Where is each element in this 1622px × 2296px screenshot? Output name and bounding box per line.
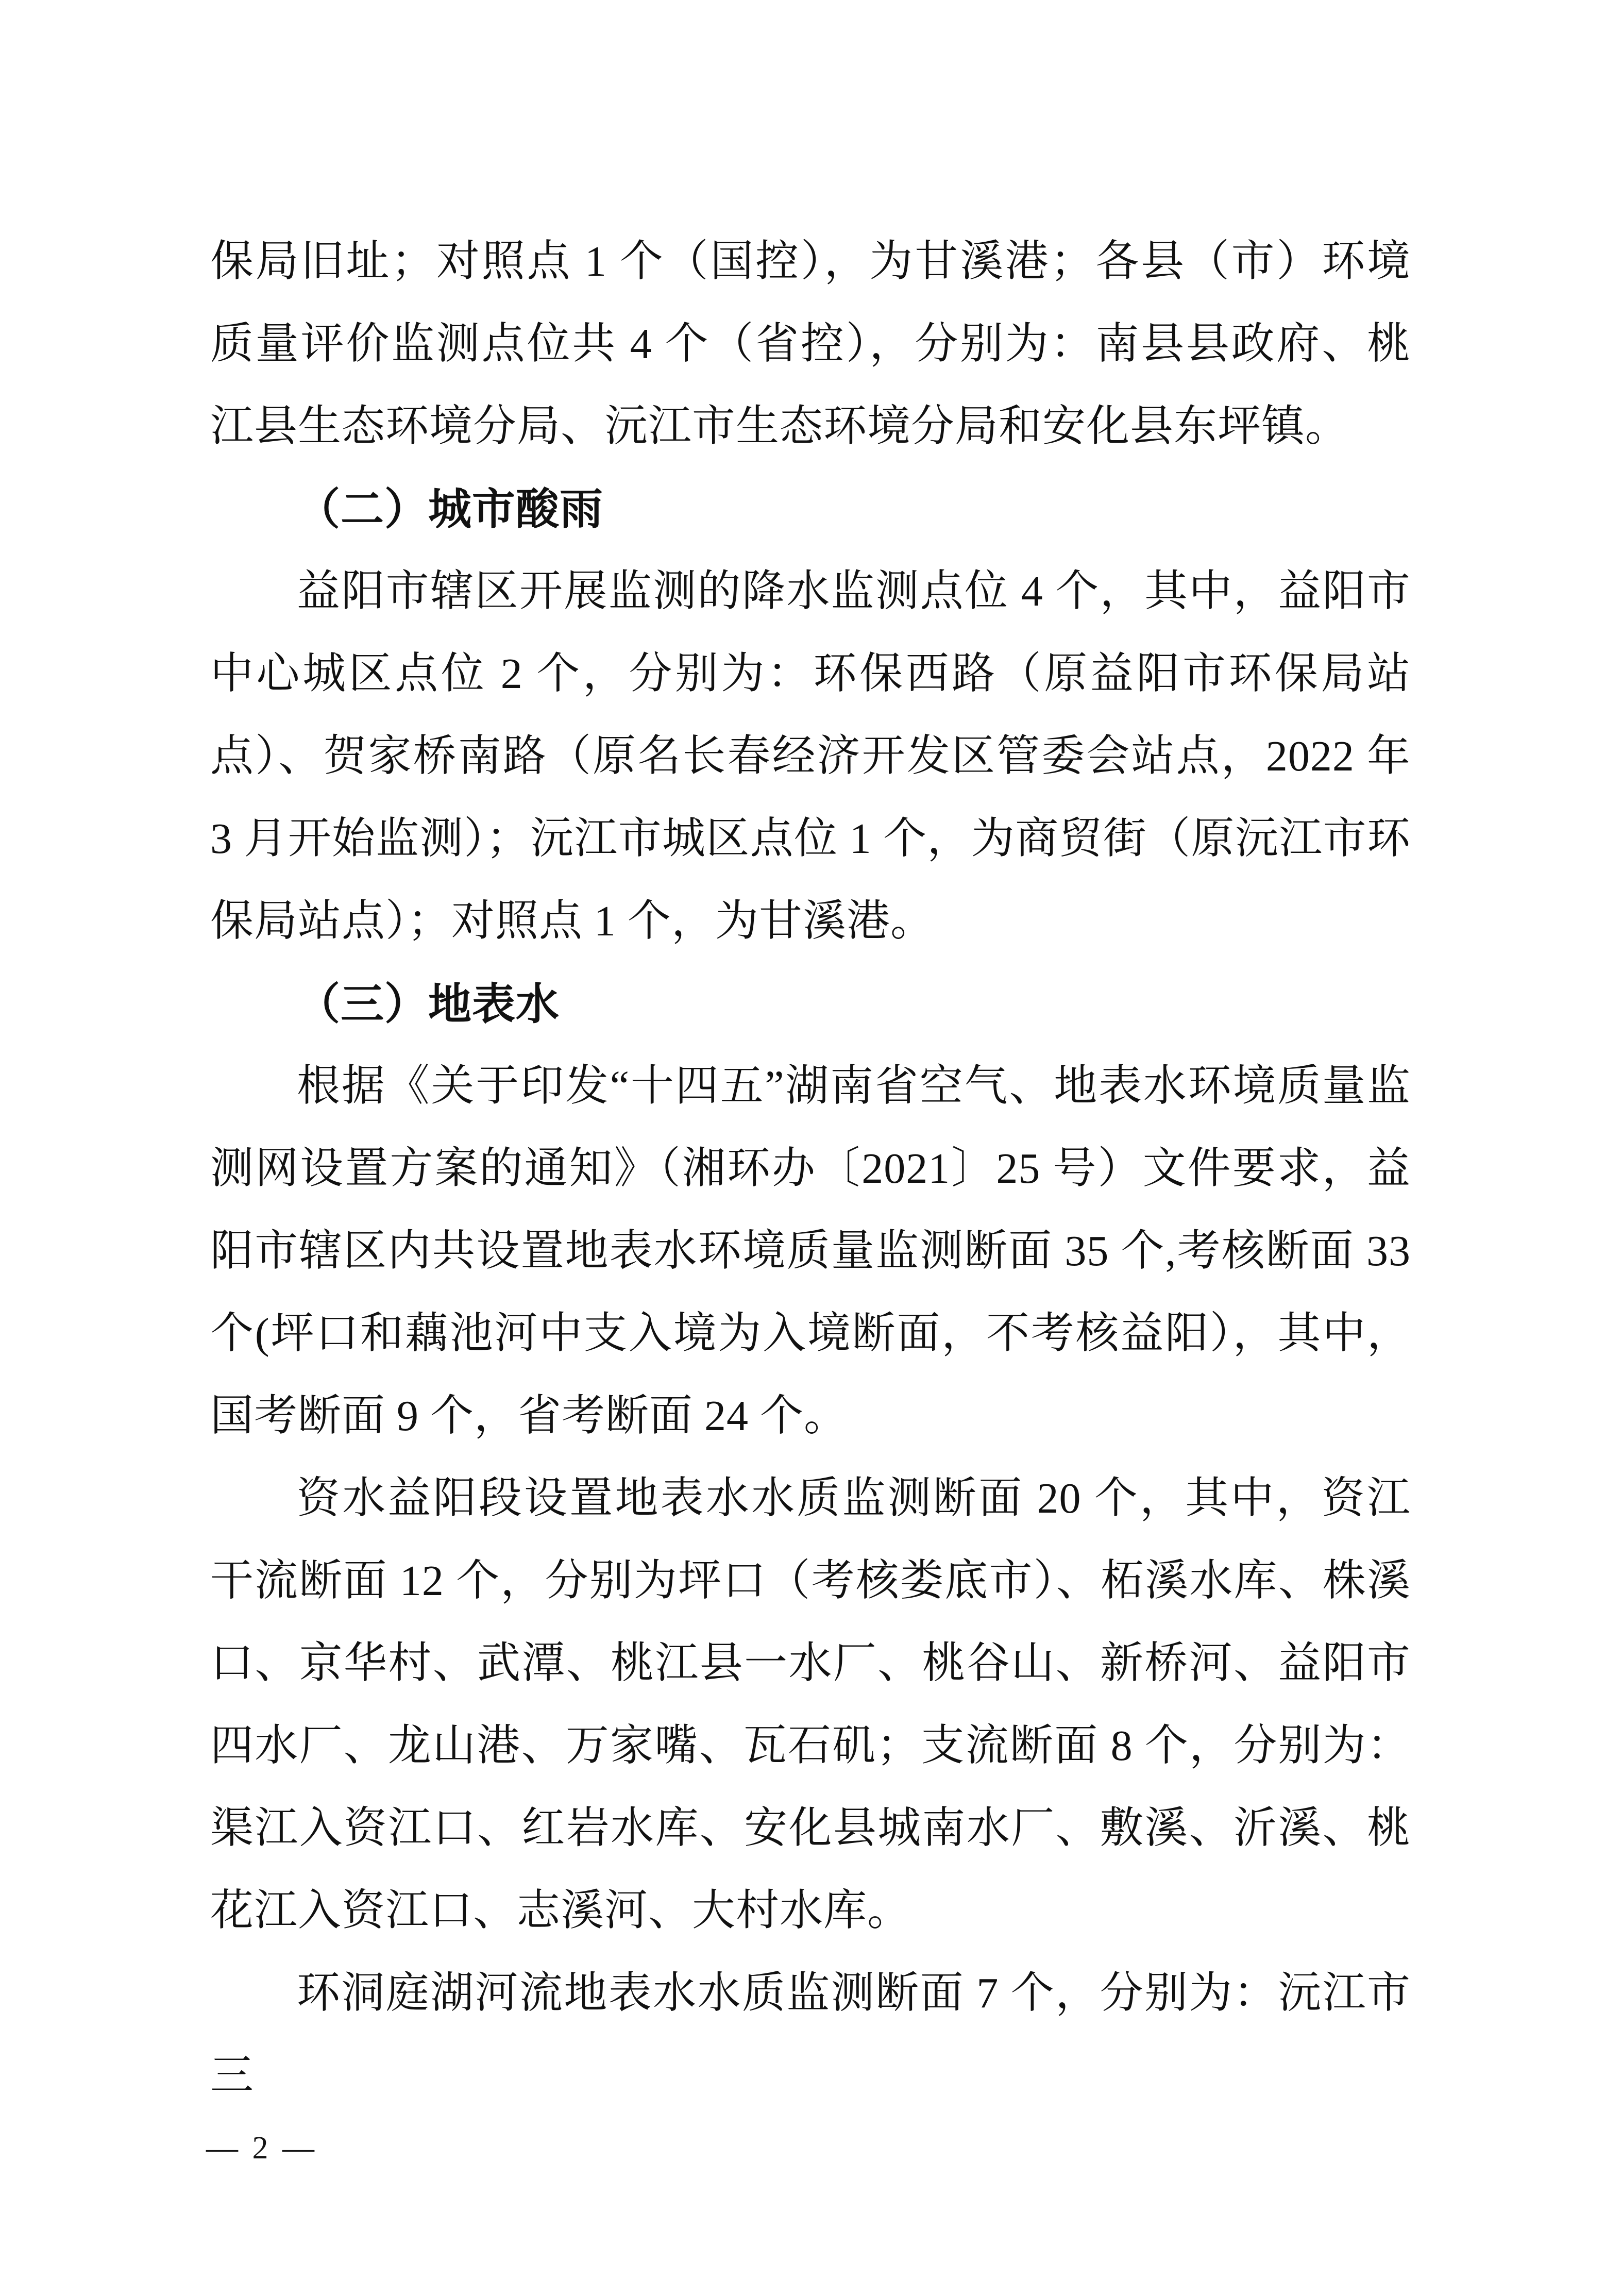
surface-water-network-paragraph: 根据《关于印发“十四五”湖南省空气、地表水环境质量监测网设置方案的通知》（湘环办〔2021〕25 号）文件要求，益阳市辖区内共设置地表水环境质量监测断面 35 个,考核断面 33 个(坪口和藕池河中支入境为入境断面，不考核益阳），其中，国考断面 9 个，省考断面 24 个。 [210, 1062, 1411, 1440]
page-number: — 2 — [206, 2131, 317, 2166]
continuation-paragraph-air-quality: 保局旧址；对照点 1 个（国控），为甘溪港；各县（市）环境质量评价监测点位共 4 个（省控），分别为：南县县政府、桃江县生态环境分局、沅江市生态环境分局和安化县东坪镇。 [210, 238, 1411, 450]
acid-rain-monitoring-paragraph: 益阳市辖区开展监测的降水监测点位 4 个，其中，益阳市中心城区点位 2 个，分别为：环保西路（原益阳市环保局站点）、贺家桥南路（原名长春经济开发区管委会站点，2022 年 3 月开始监测）；沅江市城区点位 1 个，为商贸街（原沅江市环保局站点）；对照点 1 个，为甘溪港。 [210, 567, 1411, 945]
zishui-sections-paragraph: 资水益阳段设置地表水水质监测断面 20 个，其中，资江干流断面 12 个，分别为坪口（考核娄底市）、柘溪水库、株溪口、京华村、武潭、桃江县一水厂、桃谷山、新桥河、益阳市四水厂、龙山港、万家嘴、瓦石矶；支流断面 8 个，分别为：渠江入资江口、红岩水库、安化县城南水厂、敷溪、沂溪、桃花江入资江口、志溪河、大村水库。 [210, 1474, 1411, 1935]
page-body-text [210, 221, 1411, 2117]
section-heading-surface-water: （三）地表水 [297, 980, 560, 1028]
section-heading-urban-acid-rain: （二）城市酸雨 [297, 485, 604, 533]
dongting-lake-sections-paragraph: 环洞庭湖河流地表水水质监测断面 7 个，分别为：沅江市三 [210, 1969, 1411, 2100]
